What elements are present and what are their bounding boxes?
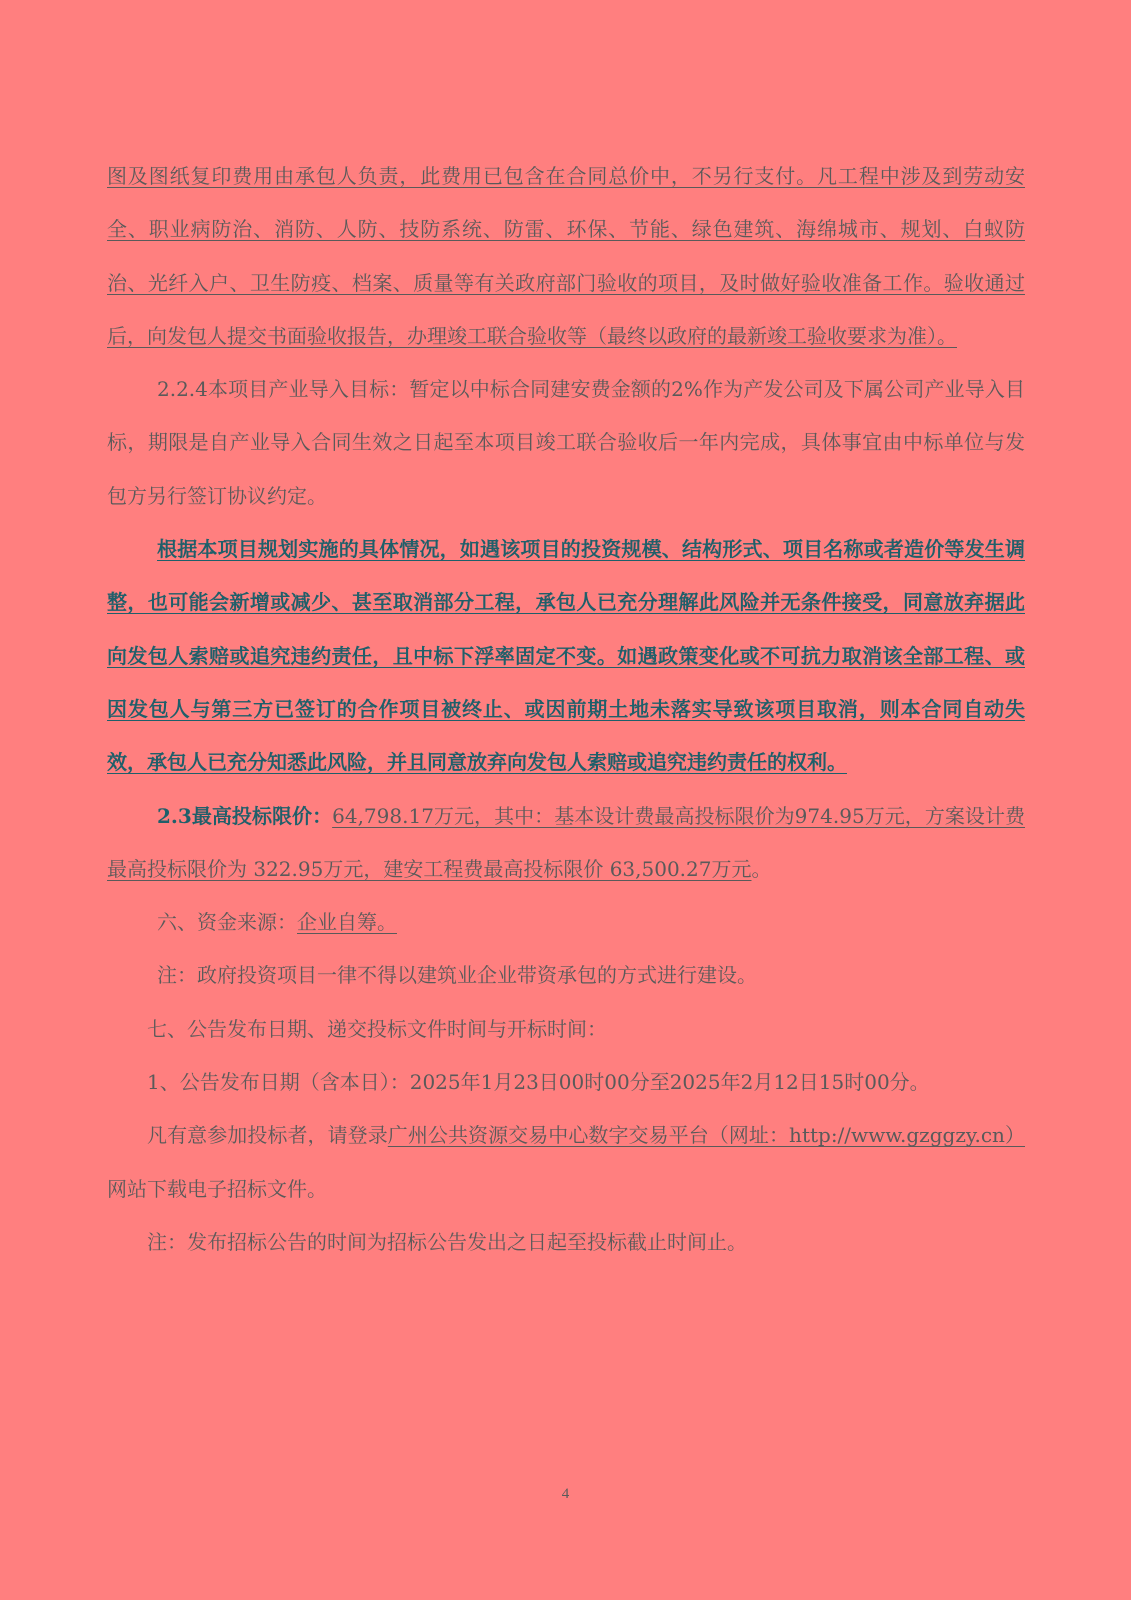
- document-body: [107, 150, 1025, 1269]
- paragraph-fund-source: [107, 896, 1025, 949]
- publish-date-text: 1、公告发布日期（含本日）：2025年1月23日00时00分至2025年2月12日15时00分。: [147, 1070, 930, 1095]
- fund-source-label: 六、资金来源：: [157, 910, 297, 935]
- max-bid-price-label: 2.3最高投标限价：: [157, 803, 333, 828]
- download-post-text: 网站下载电子招标文件。: [107, 1176, 327, 1201]
- paragraph-acceptance: [107, 150, 1025, 363]
- acceptance-text: 图及图纸复印费用由承包人负责，此费用已包含在合同总价中，不另行支付。凡工程中涉及到劳动安全、职业病防治、消防、人防、技防系统、防雷、环保、节能、绿色建筑、海绵城市、规划、白蚁防治、光纤入户、卫生防疫、档案、质量等有关政府部门验收的项目，及时做好验收准备工作。验收通过后，向发包人提交书面验收报告，办理竣工联合验收等（最终以政府的最新竣工验收要求为准）。: [107, 164, 1025, 348]
- paragraph-max-bid-price: [107, 790, 1025, 897]
- industry-target-text: 2.2.4本项目产业导入目标：暂定以中标合同建安费金额的2%作为产发公司及下属公司产业导入目标，期限是自产业导入合同生效之日起至本项目竣工联合验收后一年内完成，具体事宜由中标单位与发包方另行签订协议约定。: [107, 377, 1025, 508]
- download-pre-text: 凡有意参加投标者，请登录: [147, 1123, 388, 1148]
- dates-heading-text: 七、公告发布日期、递交投标文件时间与开标时间：: [147, 1016, 607, 1041]
- paragraph-publish-note: [107, 1216, 1025, 1269]
- fund-source-value: 企业自筹。: [297, 910, 397, 935]
- gov-note-text: 注：政府投资项目一律不得以建筑业企业带资承包的方式进行建设。: [157, 963, 757, 988]
- risk-clause-text: 根据本项目规划实施的具体情况，如遇该项目的投资规模、结构形式、项目名称或者造价等发生调整，也可能会新增或减少、甚至取消部分工程，承包人已充分理解此风险并无条件接受，同意放弃据此向发包人索赔或追究违约责任，且中标下浮率固定不变。如遇政策变化或不可抗力取消该全部工程、或因发包人与第三方已签订的合作项目被终止、或因前期土地未落实导致该项目取消，则本合同自动失效，承包人已充分知悉此风险，并且同意放弃向发包人索赔或追究违约责任的权利。: [107, 537, 1025, 775]
- page-number: 4: [561, 1486, 570, 1502]
- paragraph-publish-date: [107, 1056, 1025, 1109]
- trading-platform-link[interactable]: 广州公共资源交易中心数字交易平台（网址：http://www.gzggzy.cn）: [387, 1123, 1026, 1148]
- paragraph-industry-target: [107, 363, 1025, 523]
- paragraph-gov-note: [107, 949, 1025, 1002]
- publish-note-text: 注：发布招标公告的时间为招标公告发出之日起至投标截止时间止。: [147, 1229, 747, 1254]
- paragraph-download-instructions: [107, 1109, 1025, 1216]
- section-heading-dates: [107, 1003, 1025, 1056]
- paragraph-risk-clause: [107, 523, 1025, 789]
- max-bid-price-end: 。: [751, 856, 772, 881]
- max-bid-price-value: 64,798.17万元，其中：基本设计费最高投标限价为974.95万元，方案设计费最高投标限价为 322.95万元，建安工程费最高投标限价 63,500.27万元: [107, 803, 1025, 881]
